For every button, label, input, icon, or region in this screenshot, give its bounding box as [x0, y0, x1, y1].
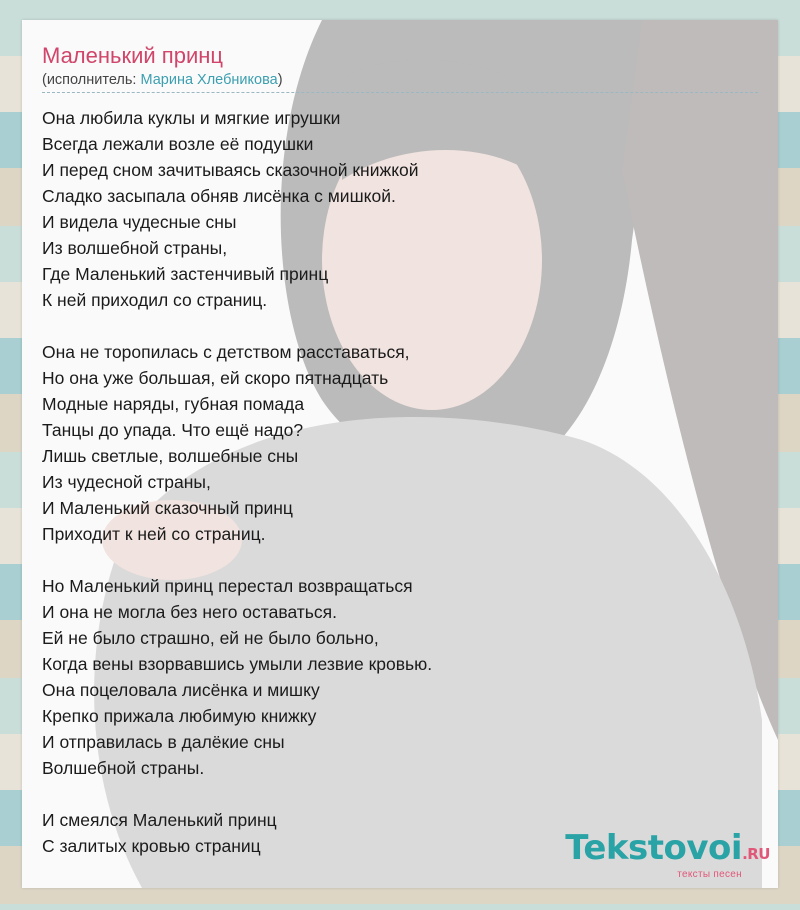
performer-line: [42, 70, 758, 90]
stanza-3: [42, 573, 758, 781]
song-title: Маленький принц: [42, 43, 223, 68]
lyrics-content: [42, 42, 758, 859]
lyric-line: Сладко засыпала обняв лисёнка с мишкой.: [42, 186, 396, 206]
logo-name: Tekstovoi: [565, 828, 743, 868]
lyric-line: Но Маленький принц перестал возвращаться: [42, 576, 413, 596]
performer-suffix: ): [277, 72, 283, 88]
lyric-line: Когда вены взорвавшись умыли лезвие кровью.: [42, 654, 433, 674]
lyrics-card: [22, 20, 778, 888]
lyric-line: С залитых кровью страниц: [42, 836, 261, 856]
lyric-line: Из чудесной страны,: [42, 472, 211, 492]
lyric-line: К ней приходил со страниц.: [42, 290, 268, 310]
lyric-line: Где Маленький застенчивый принц: [42, 264, 329, 284]
lyric-line: Крепко прижала любимую книжку: [42, 706, 317, 726]
lyric-line: Лишь светлые, волшебные сны: [42, 446, 299, 466]
lyric-line: Ей не было страшно, ей не было больно,: [42, 628, 379, 648]
lyric-line: И перед сном зачитываясь сказочной книжкой: [42, 160, 419, 180]
logo-wordmark: [565, 828, 770, 871]
lyric-line: Она любила куклы и мягкие игрушки: [42, 108, 341, 128]
stanza-2: [42, 339, 758, 547]
lyric-line: Всегда лежали возле её подушки: [42, 134, 314, 154]
lyric-line: И видела чудесные сны: [42, 212, 237, 232]
lyric-line: Волшебной страны.: [42, 758, 205, 778]
performer-prefix: (исполнитель:: [42, 72, 141, 88]
artist-link[interactable]: Марина Хлебникова: [140, 72, 278, 88]
lyric-line: И смеялся Маленький принц: [42, 810, 277, 830]
site-logo[interactable]: [565, 828, 770, 880]
lyric-line: Модные наряды, губная помада: [42, 394, 305, 414]
lyric-line: Из волшебной страны,: [42, 238, 228, 258]
lyric-line: Танцы до упада. Что ещё надо?: [42, 420, 304, 440]
lyric-line: И Маленький сказочный принц: [42, 498, 293, 518]
lyric-line: И отправилась в далёкие сны: [42, 732, 285, 752]
title-divider: [42, 92, 758, 93]
logo-tld: .RU: [742, 845, 770, 863]
lyric-line: Она поцеловала лисёнка и мишку: [42, 680, 320, 700]
logo-tagline: тексты песен: [677, 869, 742, 880]
lyric-line: Приходит к ней со страниц.: [42, 524, 266, 544]
lyric-line: И она не могла без него оставаться.: [42, 602, 338, 622]
stanza-1: [42, 105, 758, 313]
lyric-line: Она не торопилась с детством расставаться,: [42, 342, 410, 362]
lyric-line: Но она уже большая, ей скоро пятнадцать: [42, 368, 389, 388]
